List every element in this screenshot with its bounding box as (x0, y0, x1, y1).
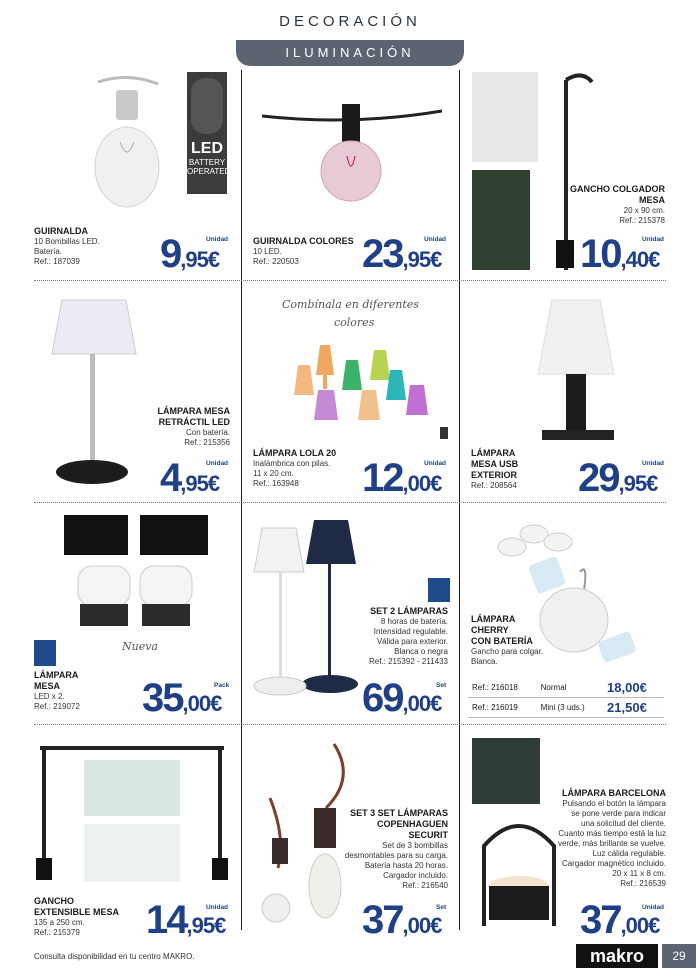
product-set-2-lamparas: SET 2 LÁMPARAS 8 horas de batería. Intensidad regulable. Válida para exterior. Blanca o negra Ref.: 215392 - 211433 (368, 606, 448, 666)
product-lampara-usb: LÁMPARA MESA USB EXTERIOR Ref.: 208564 (471, 448, 519, 490)
unit-label: Unidad (206, 460, 229, 467)
bulb-garland-image (88, 72, 168, 212)
price-guirnalda-colores: 23,95€ (362, 232, 442, 276)
led-battery-badge: LED BATTERY OPERATED (187, 72, 227, 194)
usb-lamp-image (532, 292, 622, 452)
unit-label: Pack (214, 682, 230, 689)
category-title: DECORACIÓN (236, 0, 464, 40)
color-garland-image (262, 96, 442, 216)
hook-decor-photo (84, 824, 180, 882)
combinala-script: Combínala en diferentes (282, 298, 419, 311)
price-gancho-extensible: 14,95€ (146, 898, 226, 942)
lola-lamps-image (290, 335, 450, 440)
subcategory-tab: ILUMINACIÓN (236, 40, 464, 66)
metro-logo (428, 578, 450, 602)
product-lampara-mesa: LÁMPARA MESA LED x 2. Ref.: 219072 (34, 670, 80, 711)
price-lampara-retractil: 4,95€ (160, 456, 220, 500)
column-divider (459, 70, 460, 930)
product-lampara-barcelona: LÁMPARA BARCELONA Pulsando el botón la lámpara se pone verde para indicar una solicitud del cliente. Cuanto más tiempo está la luz verde, más brillante se vuelve. Luz cálida regulable. Cargador magnético incluido. 20 x 11 x 8 cm. Ref.: 216539 (557, 788, 666, 888)
page-number: 29 (662, 944, 696, 968)
price-lampara-barcelona: 37,00€ (580, 898, 660, 942)
unit-label: Unidad (642, 236, 665, 243)
unit-label: Unidad (642, 904, 665, 911)
price-set-copenhaguen: 37,00€ (362, 898, 442, 942)
product-guirnalda: GUIRNALDA 10 Bombillas LED. Batería. Ref.: 187039 (34, 226, 100, 266)
hook-plant-photo (472, 72, 538, 162)
unit-label: Unidad (206, 236, 229, 243)
unit-label: Unidad (424, 460, 447, 467)
table-lamps-image (74, 562, 194, 632)
price-lampara-usb: 29,95€ (578, 456, 658, 500)
makro-logo: makro (576, 944, 658, 968)
nueva-script: Nueva (122, 640, 158, 653)
price-lampara-lola: 12,00€ (362, 456, 442, 500)
table-lamp-color-photo (64, 515, 128, 555)
row-divider (34, 502, 666, 503)
product-gancho-colgador: GANCHO COLGADOR MESA 20 x 90 cm. Ref.: 215378 (570, 184, 665, 225)
product-lampara-lola: LÁMPARA LOLA 20 Inalámbrica con pilas. 11 x 20 cm. Ref.: 163948 (253, 448, 337, 488)
price-guirnalda: 9,95€ (160, 232, 220, 276)
row-divider (34, 724, 666, 725)
product-set-copenhaguen: SET 3 SET LÁMPARAS COPENHAGUEN SECURIT Set de 3 bombillas desmontables para su carga. Batería hasta 20 horas. Cargador incluido. Ref.: 216540 (344, 808, 448, 890)
unit-label: Set (436, 682, 447, 689)
cherry-ref-table (468, 678, 664, 718)
colores-script: colores (334, 316, 375, 329)
table-row: Ref.: 216019 Mini (3 uds.) 21,50€ (468, 698, 664, 718)
barcelona-scene-photo (472, 738, 540, 804)
price-set-2-lamparas: 69,00€ (362, 676, 442, 720)
unit-label: Set (436, 904, 447, 911)
product-lampara-retractil: LÁMPARA MESA RETRÁCTIL LED Con batería. Ref.: 215356 (157, 406, 230, 447)
unit-label: Unidad (424, 236, 447, 243)
price-gancho-colgador: 10,40€ (580, 232, 660, 276)
product-gancho-extensible: GANCHO EXTENSIBLE MESA 135 a 250 cm. Ref.: 215379 (34, 896, 120, 937)
table-row: Ref.: 216018 Normal 18,00€ (468, 678, 664, 698)
retractable-lamp-image (44, 292, 144, 492)
unit-label: Unidad (206, 904, 229, 911)
hook-lantern-photo (472, 170, 530, 270)
row-divider (34, 280, 666, 281)
price-lampara-mesa: 35,00€ (142, 676, 222, 720)
unit-label: Unidad (642, 460, 665, 467)
availability-note: Consulta disponibilidad en tu centro MAKRO. (34, 952, 195, 961)
product-guirnalda-colores: GUIRNALDA COLORES 10 LED. Ref.: 220503 (253, 236, 354, 266)
metro-chef-logo (34, 640, 56, 666)
table-lamp-color-photo (140, 515, 208, 555)
column-divider (241, 70, 242, 930)
product-lampara-cherry: LÁMPARA CHERRY CON BATERÍA Gancho para colgar. Blanca. (471, 614, 544, 666)
hook-decor-photo (84, 760, 180, 816)
